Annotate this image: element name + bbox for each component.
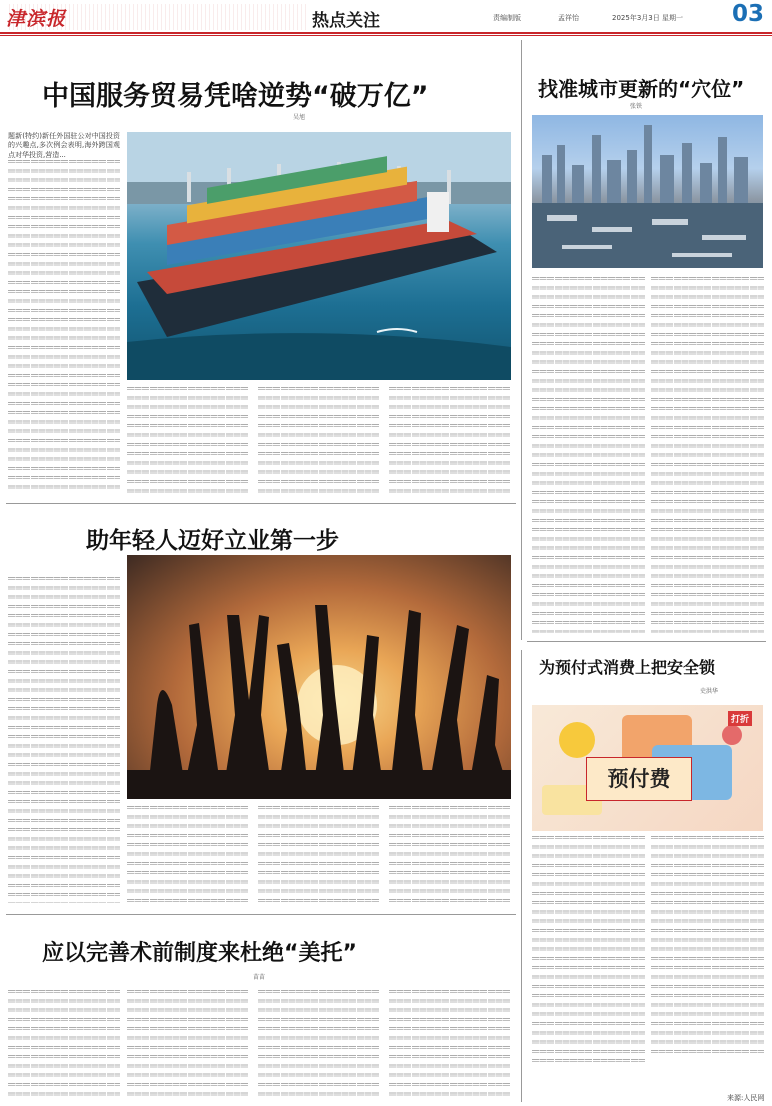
masthead-logo: 津滨报: [6, 8, 67, 30]
city-illustration: [532, 115, 763, 268]
discount-tag: 打折: [728, 711, 752, 726]
section-divider-3: [6, 914, 516, 915]
section-divider-2: [527, 641, 766, 642]
article1-body-text-2: [127, 387, 248, 494]
article5-body-text-3: [258, 990, 379, 1100]
proofreader-name: 孟祥怡: [558, 14, 579, 22]
article2-column-1: [532, 277, 645, 633]
article5-byline: 苗苗: [253, 974, 266, 981]
header-rule: [0, 32, 772, 34]
column-divider-lower: [521, 650, 522, 1102]
article5-body-text-2: [127, 990, 248, 1100]
article1-column-4: [389, 387, 510, 494]
article3-body-text-1: [8, 577, 120, 903]
article4-body-text-2: [651, 836, 764, 1058]
article4-source: 来源:人民网: [727, 1094, 765, 1102]
article4-column-2: [651, 836, 764, 1058]
column-divider: [521, 40, 522, 640]
section-title: 热点关注: [312, 11, 380, 31]
article4-byline: 史洪华: [700, 688, 719, 695]
article3-body-text-3: [258, 806, 379, 904]
article2-body-text-2: [651, 277, 764, 633]
article3-body-text-4: [389, 806, 510, 904]
prepaid-label-box: [586, 757, 692, 801]
article1-column-3: [258, 387, 379, 494]
issue-date: 2025年3月3日 星期一: [612, 14, 683, 22]
article3-column-2: [127, 806, 248, 904]
article5-body-text-1: [8, 990, 120, 1100]
article2-city-photo: [532, 115, 763, 268]
article1-body-text: [8, 160, 120, 494]
section-divider-1: [6, 503, 516, 504]
article1-body-text-3: [258, 387, 379, 494]
article3-youth-photo: [127, 555, 511, 799]
article1-port-photo: [127, 132, 511, 380]
article2-byline: 张铁: [630, 103, 643, 110]
article2-title: 找准城市更新的“穴位”: [538, 77, 745, 101]
article5-body-text-4: [389, 990, 510, 1100]
article4-body-text-1: [532, 836, 645, 1064]
article5-title: 应以完善术前制度来杜绝“美托”: [42, 941, 357, 966]
article5-column-1: [8, 990, 120, 1100]
header-rule-thin: [0, 35, 772, 36]
port-illustration: [127, 132, 511, 380]
article5-column-2: [127, 990, 248, 1100]
article3-column-3: [258, 806, 379, 904]
prepaid-label: 预付费: [607, 767, 671, 791]
article5-column-4: [389, 990, 510, 1100]
article4-prepaid-illustration: [532, 705, 763, 831]
article1-column-2: [127, 387, 248, 494]
article1-title: 中国服务贸易凭啥逆势“破万亿”: [42, 81, 429, 112]
article5-column-3: [258, 990, 379, 1100]
article1-byline: 吴旭: [293, 114, 306, 121]
article2-body-text-1: [532, 277, 645, 633]
article3-title: 助年轻人迈好立业第一步: [86, 528, 339, 554]
article3-column-1: [8, 577, 120, 903]
article3-column-4: [389, 806, 510, 904]
article4-title: 为预付式消费上把安全锁: [539, 658, 716, 677]
page-number: 03: [731, 1, 764, 27]
article2-column-2: [651, 277, 764, 633]
article1-column-1: [8, 132, 120, 494]
editor-label: 责编制版: [493, 14, 521, 22]
article4-column-1: [532, 836, 645, 1064]
article3-body-text-2: [127, 806, 248, 904]
celebration-illustration: [127, 555, 511, 799]
article1-lead: 题新(特约)新任外国驻公对中国投资的兴趣点,多次例会表明,海外跨国观点对华投资,营造...: [8, 132, 120, 159]
article1-body-text-4: [389, 387, 510, 494]
